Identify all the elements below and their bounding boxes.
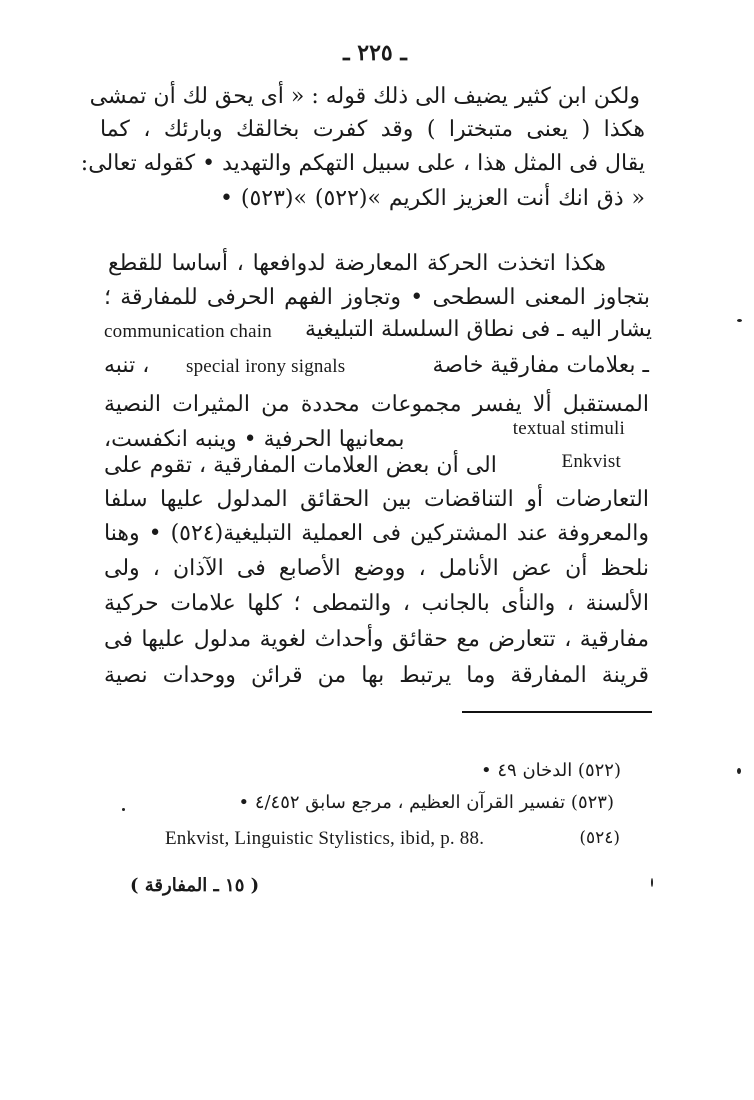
scan-speck xyxy=(122,808,125,811)
footnote-524-text: Enkvist, Linguistic Stylistics, ibid, p. 88. xyxy=(165,828,485,849)
scan-speck xyxy=(651,878,653,887)
term-communication-chain: communication chain xyxy=(104,321,272,342)
paragraph-line-12: مفارقية ، تتعارض مع حقائق وأحداث لغوية مدلول عليها فى xyxy=(104,627,649,652)
paragraph-line-13: قرينة المفارقة وما يرتبط بها من قرائن ووحدات نصية xyxy=(104,663,649,688)
paragraph-line-3-arabic: يشار اليه ـ فى نطاق السلسلة التبليغية xyxy=(304,317,652,342)
term-textual-stimuli: textual stimuli xyxy=(512,418,625,439)
footnote-524 xyxy=(165,828,620,850)
signature-footer: ( ١٥ ـ المفارقة ) xyxy=(130,875,260,896)
paragraph-line-10: نلحظ أن عض الأنامل ، ووضع الأصابع فى الآذان ، ولى xyxy=(104,556,649,581)
footnote-523: (٥٢٣) تفسير القرآن العظيم ، مرجع سابق ٤/٤٥٢ • xyxy=(238,792,614,813)
paragraph-line-11: الألسنة ، والنأى بالجانب ، والتمطى ؛ كلها علامات حركية xyxy=(104,591,650,616)
page-number: ـ ٢٢٥ ـ xyxy=(343,40,407,66)
scan-speck xyxy=(737,768,741,774)
footnote-524-number: (٥٢٤) xyxy=(579,828,620,848)
paragraph-line-7-arabic: الى أن بعض العلامات المفارقية ، تقوم على xyxy=(104,453,497,478)
paragraph-line-4-arabic-b: ، تنبه xyxy=(104,353,150,378)
term-special-irony-signals: special irony signals xyxy=(186,356,346,377)
paragraph-line-5: المستقبل ألا يفسر مجموعات محددة من المثيرات النصية xyxy=(104,392,649,417)
paragraph-line-8: التعارضات أو التناقضات بين الحقائق المدلول عليها سلفا xyxy=(104,487,649,512)
quote-line-3: يقال فى المثل هذا ، على سبيل التهكم والتهديد • كقوله تعالى: xyxy=(80,151,645,176)
paragraph-line-1: هكذا اتخذت الحركة المعارضة لدوافعها ، أساسا للقطع xyxy=(108,251,606,276)
paragraph-line-2: بتجاوز المعنى السطحى • وتجاوز الفهم الحرفى للمفارقة ؛ xyxy=(104,285,650,310)
paragraph-line-3 xyxy=(104,317,652,343)
paragraph-line-9: والمعروفة عند المشتركين فى العملية التبليغية(٥٢٤) • وهنا xyxy=(104,521,649,546)
paragraph-line-6-arabic: بمعانيها الحرفية • وينبه انكفست، xyxy=(104,427,405,452)
footnote-522: (٥٢٢) الدخان ٤٩ • xyxy=(481,760,621,781)
term-enkvist: Enkvist xyxy=(561,451,621,472)
quote-line-2: هكذا ( يعنى متبخترا ) وقد كفرت بخالقك وبارئك ، كما xyxy=(100,117,645,142)
paragraph-line-4-arabic-a: ـ بعلامات مفارقية خاصة xyxy=(432,353,649,378)
footnote-separator xyxy=(462,711,652,713)
quote-line-1: ولكن ابن كثير يضيف الى ذلك قوله : « أى يحق لك أن تمشى xyxy=(89,84,640,109)
scan-speck xyxy=(737,319,742,322)
quote-line-4: « ذق انك أنت العزيز الكريم »(٥٢٢) »(٥٢٣) • xyxy=(220,186,645,211)
